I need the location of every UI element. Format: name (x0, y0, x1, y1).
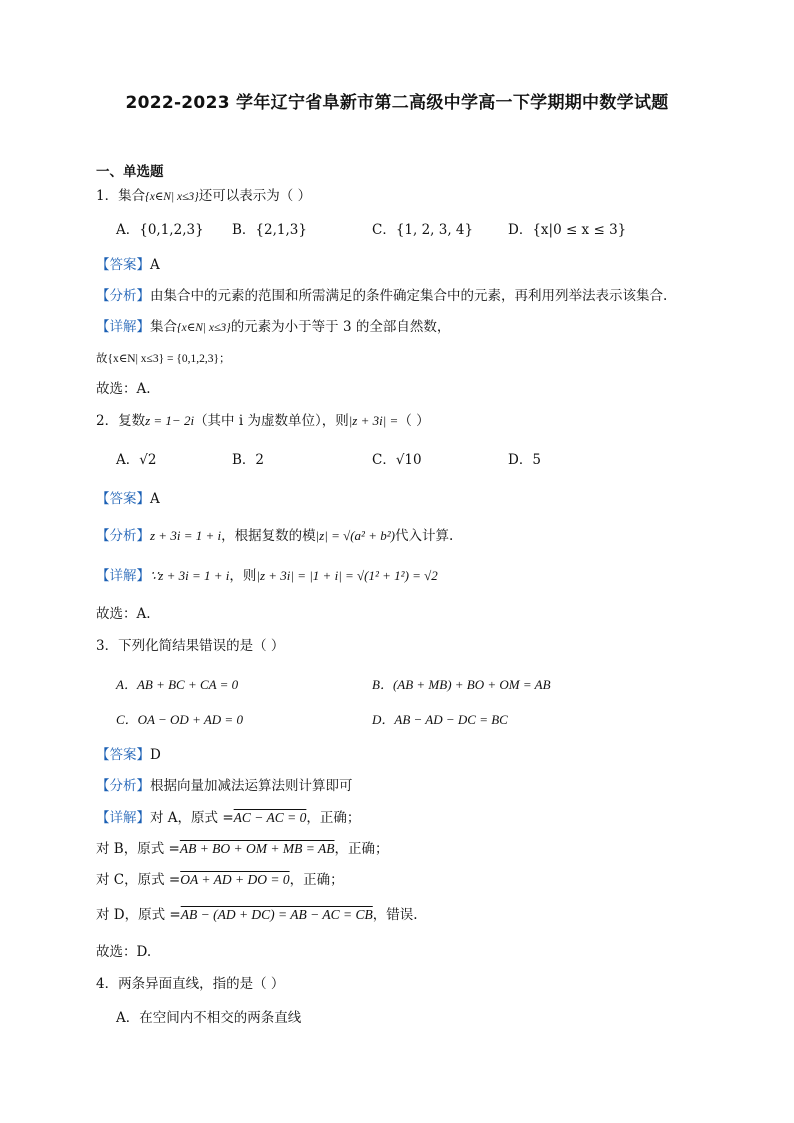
q3-option-a: A．AB + BC + CA = 0 (116, 677, 239, 692)
q1-detail: 【详解】集合{x∈N| x≤3}的元素为小于等于 3 的全部自然数， (96, 319, 451, 335)
q1-detail-line2: 故{x∈N| x≤3} = {0,1,2,3}； (96, 353, 231, 365)
q1-choose: 故选：A. (96, 381, 151, 397)
q3-option-c: C．OA − OD + AD = 0 (116, 712, 243, 727)
q4-option-a: A．在空间内不相交的两条直线 (116, 1010, 302, 1026)
q2-option-d: D．5 (508, 452, 541, 468)
q1-stem: 1．集合{x∈N| x≤3}还可以表示为（ ） (96, 188, 312, 204)
q3-stem: 3．下列化简结果错误的是（ ） (96, 638, 285, 654)
q1-answer: 【答案】A (96, 257, 160, 273)
q2-detail: 【详解】∵z + 3i = 1 + i，则|z + 3i| = |1 + i| = √(1² + 1²) = √2 (96, 568, 438, 584)
q4-stem: 4．两条异面直线，指的是（ ） (96, 976, 285, 992)
section-heading: 一、单选题 (96, 164, 164, 180)
q2-option-a: A．√2 (116, 452, 157, 468)
q1-analysis: 【分析】由集合中的元素的范围和所需满足的条件确定集合中的元素，再利用列举法表示该集合. (96, 288, 668, 304)
page-title: 2022-2023 学年辽宁省阜新市第二高级中学高一下学期期中数学试题 (125, 93, 669, 113)
q2-option-c: C．√10 (372, 452, 422, 468)
q3-detail-c: 对 C，原式 =OA + AD + DO = 0，正确； (96, 872, 344, 888)
q3-detail-d: 对 D，原式 =AB − (AD + DC) = AB − AC = CB，错误. (96, 907, 418, 923)
q3-choose: 故选：D. (96, 944, 152, 960)
q3-option-b: B．(AB + MB) + BO + OM = AB (372, 677, 551, 692)
q1-option-d: D．{x|0 ≤ x ≤ 3} (508, 222, 627, 238)
q1-option-a: A．{0,1,2,3} (116, 222, 204, 238)
q2-analysis: 【分析】z + 3i = 1 + i，根据复数的模|z| = √(a² + b²)代入计算. (96, 528, 454, 544)
q2-answer: 【答案】A (96, 491, 160, 507)
q3-analysis: 【分析】根据向量加减法运算法则计算即可 (96, 778, 353, 794)
q2-choose: 故选：A. (96, 606, 151, 622)
q2-option-b: B．2 (232, 452, 265, 468)
q3-option-d: D．AB − AD − DC = BC (372, 712, 508, 727)
q3-detail-a: 【详解】对 A，原式 =AC − AC = 0，正确； (96, 810, 361, 826)
q3-detail-b: 对 B，原式 =AB + BO + OM + MB = AB，正确； (96, 841, 389, 857)
q1-option-c: C．{1, 2, 3, 4} (372, 222, 474, 238)
q2-stem: 2．复数z = 1− 2i（其中 i 为虚数单位），则|z + 3i| =（ ） (96, 413, 430, 429)
q1-option-b: B．{2,1,3} (232, 222, 307, 238)
q3-answer: 【答案】D (96, 747, 161, 763)
